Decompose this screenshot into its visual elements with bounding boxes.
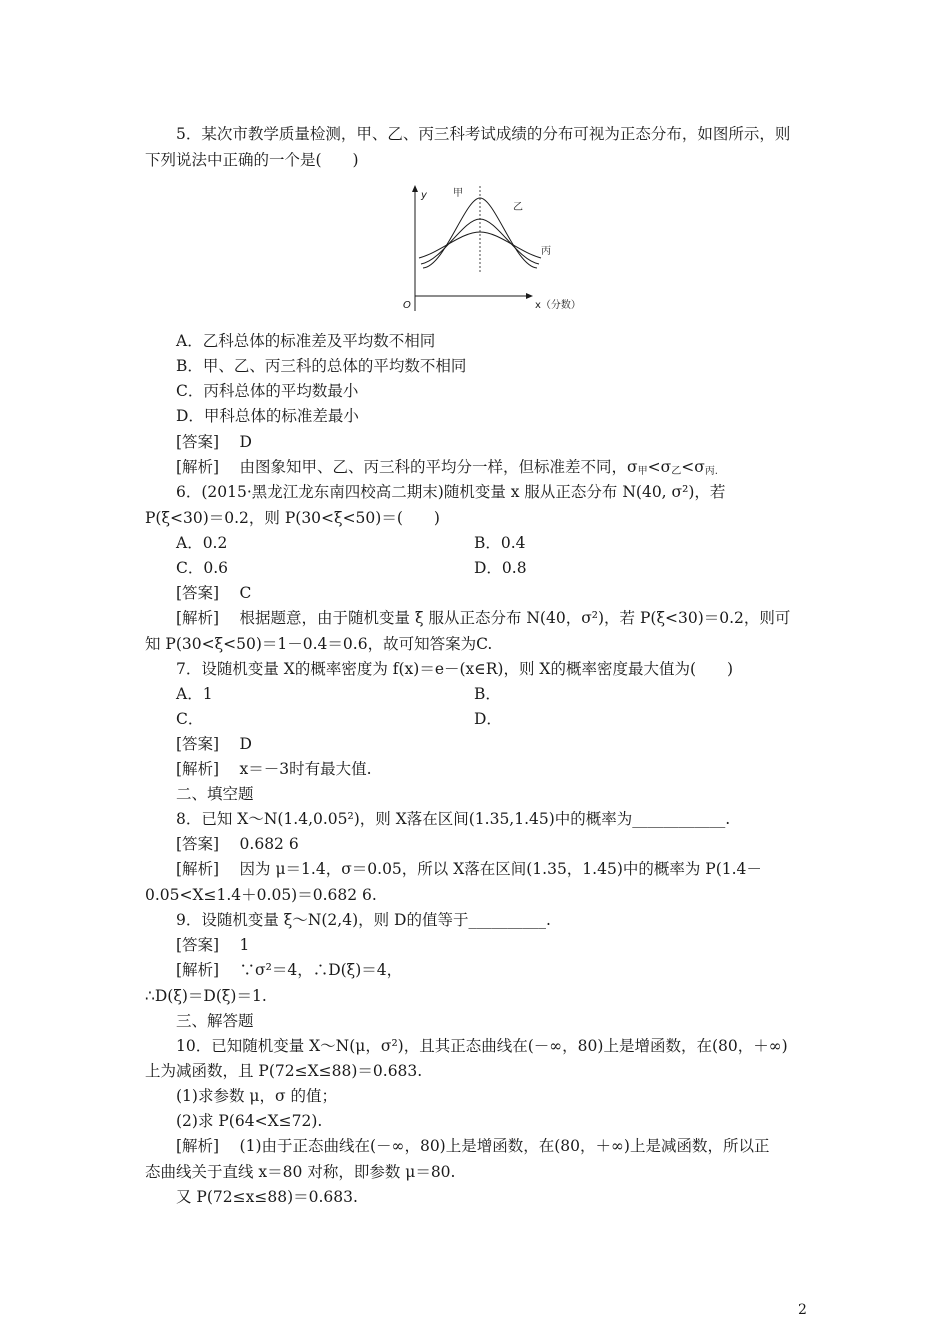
analysis-tag: [解析] <box>176 1137 220 1155</box>
q6-option-c: C．0.6 <box>176 559 229 577</box>
analysis-tag: [解析] <box>176 860 220 878</box>
q5-answer <box>176 431 252 453</box>
q7-stem: 7．设随机变量 X的概率密度为 f(x)＝e－(x∈R)，则 X的概率密度最大值为( ) <box>176 660 734 678</box>
q9-stem: 9．设随机变量 ξ～N(2,4)，则 D的值等于__________. <box>176 911 551 929</box>
analysis-tag: [解析] <box>176 961 220 979</box>
q6-option-a: A．0.2 <box>176 534 228 552</box>
page-number: 2 <box>798 1302 807 1318</box>
analysis-text: <σ <box>681 458 705 476</box>
q10-part1: (1)求参数 μ，σ 的值； <box>176 1087 337 1105</box>
q10-stem-line1: 10．已知随机变量 X～N(μ，σ²)，且其正态曲线在(－∞，80)上是增函数，在(80，＋∞) <box>176 1037 788 1055</box>
curve-label-bing: 丙 <box>541 246 551 257</box>
analysis-sub: 乙 <box>671 466 682 477</box>
curve-label-jia: 甲 <box>453 188 463 199</box>
q9-answer <box>176 934 249 956</box>
q8-analysis-line1 <box>176 858 762 880</box>
analysis-text: 由图象知甲、乙、丙三科的平均分一样，但标准差不同，σ <box>239 458 638 476</box>
q6-option-d: D．0.8 <box>474 559 527 577</box>
q5-analysis <box>176 456 718 483</box>
answer-tag: [答案] <box>176 936 220 954</box>
answer-tag: [答案] <box>176 835 220 853</box>
q9-analysis-line1 <box>176 959 402 981</box>
curve-label-yi: 乙 <box>513 202 523 213</box>
analysis-tag: [解析] <box>176 760 220 778</box>
normal-curves-svg <box>395 184 595 312</box>
answer-value: 0.682 6 <box>239 835 299 853</box>
q6-analysis-line1 <box>176 607 790 629</box>
x-label: x（分数） <box>535 300 581 311</box>
q7-option-a: A．1 <box>176 685 213 703</box>
q5-option-c: C．丙科总体的平均数最小 <box>176 382 359 400</box>
q8-answer <box>176 833 299 855</box>
q9-analysis-line2: ∴D(ξ)＝D(ξ)＝1. <box>145 987 267 1005</box>
q10-analysis-line2: 态曲线关于直线 x＝80 对称，即参数 μ＝80. <box>145 1163 456 1181</box>
analysis-tag: [解析] <box>176 458 220 476</box>
answer-tag: [答案] <box>176 433 220 451</box>
analysis-text: (1)由于正态曲线在(－∞，80)上是增函数，在(80，＋∞)上是减函数，所以正 <box>239 1137 770 1155</box>
y-axis-arrow <box>412 185 418 192</box>
analysis-sub: 丙. <box>704 466 718 477</box>
q7-option-d: D． <box>474 710 502 728</box>
q6-analysis-line2: 知 P(30<ξ<50)＝1－0.4＝0.6，故可知答案为C. <box>145 635 493 653</box>
answer-tag: [答案] <box>176 584 220 602</box>
q5-option-b: B．甲、乙、丙三科的总体的平均数不相同 <box>176 357 467 375</box>
q6-answer <box>176 582 251 604</box>
q5-option-d: D．甲科总体的标准差最小 <box>176 407 359 425</box>
analysis-text: ∵σ²＝4，∴D(ξ)＝4， <box>239 961 403 979</box>
q8-stem: 8．已知 X～N(1.4,0.05²)，则 X落在区间(1.35,1.45)中的概率为____________. <box>176 810 731 828</box>
q7-analysis <box>176 758 372 780</box>
q10-analysis-line1 <box>176 1135 769 1157</box>
answer-value: 1 <box>239 936 250 954</box>
answer-value: C <box>239 584 252 602</box>
analysis-text: 因为 μ＝1.4，σ＝0.05，所以 X落在区间(1.35，1.45)中的概率为 P(1.4－ <box>239 860 762 878</box>
q10-stem-line2: 上为减函数，且 P(72≤X≤88)＝0.683. <box>145 1062 423 1080</box>
answer-value: D <box>239 735 252 753</box>
analysis-tag: [解析] <box>176 609 220 627</box>
normal-distribution-figure <box>395 184 595 312</box>
q6-stem-line1: 6．(2015·黑龙江龙东南四校高二期末)随机变量 x 服从正态分布 N(40, σ²)，若 <box>176 483 726 501</box>
q7-option-c: C． <box>176 710 204 728</box>
x-axis-arrow <box>526 293 533 299</box>
q5-option-a: A．乙科总体的标准差及平均数不相同 <box>176 332 436 350</box>
analysis-text: 根据题意，由于随机变量 ξ 服从正态分布 N(40，σ²)，若 P(ξ<30)＝0.2，则可 <box>239 609 791 627</box>
q7-option-b: B． <box>474 685 501 703</box>
q6-option-b: B．0.4 <box>474 534 526 552</box>
analysis-text: <σ <box>647 458 672 476</box>
q8-analysis-line2: 0.05<X≤1.4＋0.05)＝0.682 6. <box>145 886 377 904</box>
q10-analysis-line3: 又 P(72≤x≤88)＝0.683. <box>176 1188 358 1206</box>
q10-part2: (2)求 P(64<X≤72). <box>176 1112 323 1130</box>
analysis-sub: 甲 <box>637 466 648 477</box>
origin-label: O <box>403 300 411 311</box>
q6-stem-line2: P(ξ<30)＝0.2，则 P(30<ξ<50)＝( ) <box>145 509 440 527</box>
answer-tag: [答案] <box>176 735 220 753</box>
q7-answer <box>176 733 252 755</box>
q5-stem-line1: 5．某次市教学质量检测，甲、乙、丙三科考试成绩的分布可视为正态分布，如图所示，则 <box>176 125 791 143</box>
section-heading-fill: 二、填空题 <box>176 785 254 803</box>
y-label: y <box>421 190 427 201</box>
q5-stem-line2: 下列说法中正确的一个是( ) <box>145 151 359 169</box>
analysis-text: x＝－3时有最大值. <box>239 760 372 778</box>
answer-value: D <box>239 433 252 451</box>
section-heading-solve: 三、解答题 <box>176 1012 254 1030</box>
